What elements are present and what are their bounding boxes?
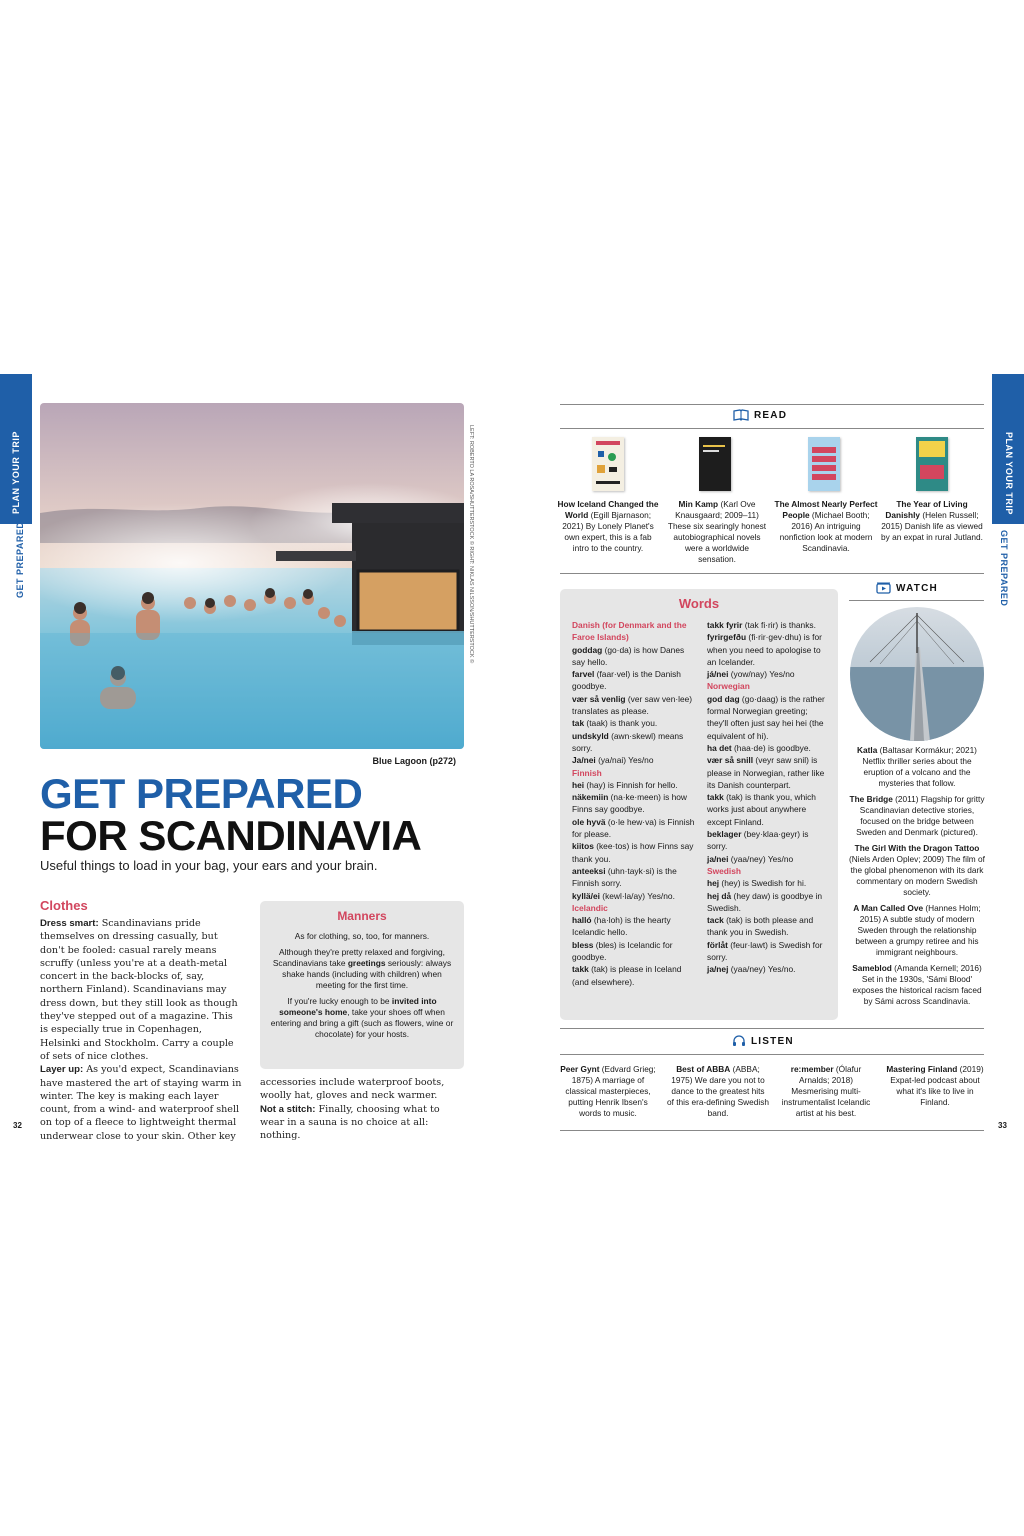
bridge-illustration <box>850 607 984 741</box>
book-details-4: (Helen Russell; 2015) Danish life as viewed by an expat in rural Jutland. <box>881 510 983 542</box>
listen-item-2 <box>667 1064 769 1119</box>
word-entry <box>707 890 831 915</box>
side-tab-right-label: PLAN YOUR TRIP <box>1004 432 1014 515</box>
word-term: ja/nei <box>707 853 729 864</box>
manners-p3-b: invited into someone's home <box>279 996 437 1017</box>
word-entry <box>707 791 831 828</box>
blue-lagoon-illustration <box>40 403 464 749</box>
manners-p3 <box>270 996 454 1040</box>
word-entry <box>572 865 696 890</box>
word-term: hej då <box>707 890 732 901</box>
word-entry <box>572 779 696 791</box>
manners-p1: As for clothing, so, too, for manners. <box>294 931 430 941</box>
not-a-stitch-text: Finally, choosing what to wear in a sauna is no choice at all: nothing. <box>260 1103 440 1142</box>
word-entry <box>572 939 696 964</box>
listen-title-1: Peer Gynt <box>560 1064 600 1074</box>
word-term: farvel <box>572 669 595 680</box>
word-entry <box>572 840 696 865</box>
listen-details-3: (Ólafur Arnalds; 2018) Mesmerising multi-instrumentalist Icelandic artist at his best. <box>781 1064 871 1118</box>
word-term: vær så venlig <box>572 693 626 704</box>
word-term: hej <box>707 878 720 889</box>
word-term: já/nei <box>707 669 729 680</box>
side-tab-right <box>992 374 1024 524</box>
word-term: hei <box>572 779 585 790</box>
word-term: kyllä/ei <box>572 890 600 901</box>
word-definition: (go·daag) is the rather formal Norwegian greeting; they'll often just say hei hei (the equivalent of hi). <box>707 693 825 741</box>
read-header <box>733 409 787 421</box>
listen-details-1: (Edvard Grieg; 1875) A marriage of classical masterpieces, putting Henrik Ibsen's words to music. <box>565 1064 656 1118</box>
watch-details: (Amanda Kernell; 2016) Set in the 1930s, 'Sámi Blood' exposes the historical racism faced by Sámi across Scandinavia. <box>852 963 982 1006</box>
language-heading: Norwegian <box>707 681 750 692</box>
listen-header-rule <box>560 1054 984 1055</box>
word-entry <box>572 963 696 988</box>
word-term: halló <box>572 915 592 926</box>
book-details-3: (Michael Booth; 2016) An intriguing nonfiction look at modern Scandinavia. <box>779 510 873 553</box>
layer-up-label: Layer up: <box>40 1064 84 1076</box>
book-title-2: Min Kamp <box>678 499 719 509</box>
word-entry <box>572 668 696 693</box>
dress-smart-label: Dress smart: <box>40 918 99 929</box>
word-entry <box>707 693 831 742</box>
word-definition: (hay) is Finnish for hello. <box>584 779 678 790</box>
book-details-1: (Egill Bjarnason; 2021) By Lonely Planet's own expert, this is a fab intro to the country. <box>562 510 654 553</box>
listen-item-3 <box>775 1064 877 1119</box>
not-a-stitch-label: Not a stitch: <box>260 1103 316 1115</box>
clothes-heading: Clothes <box>40 898 88 913</box>
word-term: god dag <box>707 693 740 704</box>
word-term: takk <box>707 792 724 803</box>
page-subtitle: Useful things to load in your bag, your ears and your brain. <box>40 858 378 873</box>
word-term: takk <box>572 964 589 975</box>
word-term: ole hyvä <box>572 816 606 827</box>
word-entry <box>572 816 696 841</box>
word-entry <box>572 890 696 902</box>
word-entry <box>572 791 696 816</box>
word-term: undskyld <box>572 730 609 741</box>
word-definition: (go·da) is how Danes say hello. <box>572 644 685 667</box>
words-heading: Words <box>678 596 720 611</box>
listen-title-2: Best of ABBA <box>676 1064 731 1074</box>
words-column-1 <box>572 619 696 988</box>
listen-bottom-rule <box>560 1130 984 1131</box>
listen-title-3: re:member <box>790 1064 834 1074</box>
watch-item <box>848 903 986 958</box>
word-entry <box>707 742 831 754</box>
word-definition: (ya/nai) Yes/no <box>595 755 654 766</box>
book-caption-2 <box>665 499 769 565</box>
language-heading: Finnish <box>572 767 602 778</box>
language-heading: Danish (for Denmark and the Faroe Islands) <box>572 620 687 643</box>
word-term: ha det <box>707 742 732 753</box>
layer-up-text: As you'd expect, Scandinavians have mastered the art of staying warm in winter. The key is making each layer count, from a wind- and waterproof shell on top of a fleece to lightweight thermal underwear close to your skin. Other key <box>40 1064 242 1142</box>
language-heading: Swedish <box>707 865 741 876</box>
listen-heading: LISTEN <box>751 1035 794 1047</box>
watch-item <box>848 843 986 898</box>
word-term: Ja/nei <box>572 755 596 766</box>
language-heading: Icelandic <box>572 902 608 913</box>
word-definition: (kee·tos) is how Finns say thank you. <box>572 841 694 864</box>
word-entry <box>572 754 696 766</box>
word-entry <box>572 693 696 718</box>
film-icon <box>876 582 891 594</box>
word-term: tack <box>707 915 724 926</box>
book-caption-4 <box>880 499 984 543</box>
word-entry <box>572 914 696 939</box>
word-term: beklager <box>707 829 742 840</box>
book-title-1: How Iceland Changed the World <box>557 499 659 520</box>
word-definition: (hey daw) is goodbye in Swedish. <box>707 890 822 913</box>
word-entry <box>572 644 696 669</box>
word-term: fyrirgefðu <box>707 632 747 643</box>
word-definition: (ha·loh) is the hearty Icelandic hello. <box>572 915 671 938</box>
word-entry <box>707 877 831 889</box>
book-cover-min-kamp <box>699 437 731 491</box>
watch-item <box>848 745 986 789</box>
listen-item-4 <box>884 1064 986 1108</box>
word-definition: (awn·skewl) means sorry. <box>572 730 684 753</box>
book-cover-almost-perfect <box>808 437 840 491</box>
word-definition: (faar·vel) is the Danish goodbye. <box>572 669 681 692</box>
word-definition: (haa·de) is goodbye. <box>731 742 811 753</box>
listen-title-4: Mastering Finland <box>886 1064 958 1074</box>
word-term: takk fyrir <box>707 620 743 630</box>
words-column-2 <box>707 619 831 976</box>
watch-list <box>848 745 986 1012</box>
word-term: förlåt <box>707 939 728 950</box>
word-entry <box>572 730 696 755</box>
manners-heading: Manners <box>337 909 387 923</box>
word-definition: (feur·lawt) is Swedish for sorry. <box>707 939 823 963</box>
listen-details-2: (ABBA; 1975) We dare you not to dance to the greatest hits of this era-defining Swedish band. <box>667 1064 769 1118</box>
watch-item <box>848 794 986 838</box>
listen-header <box>732 1035 794 1047</box>
word-entry <box>707 828 831 853</box>
book-caption-1 <box>556 499 660 554</box>
manners-p2 <box>270 947 454 991</box>
side-tab-left <box>0 374 32 524</box>
book-cover-living-danishly <box>916 437 948 491</box>
watch-title: A Man Called Ove <box>853 903 924 913</box>
watch-title: Katla <box>857 745 878 755</box>
word-entry <box>707 619 831 631</box>
book-cover-iceland <box>592 437 624 491</box>
word-term: näkemiin <box>572 792 609 803</box>
book-title-3: The Almost Nearly Perfect People <box>774 499 878 520</box>
watch-details: (Hannes Holm; 2015) A subtle study of modern Sweden through the relationship between a grumpy retiree and his immigrant neighbours. <box>855 903 981 957</box>
read-top-rule <box>560 404 984 405</box>
word-definition: (yaa/ney) Yes/no <box>728 853 794 864</box>
word-definition: (kewl·la/ay) Yes/no. <box>599 890 675 901</box>
clothes-body <box>40 917 243 1143</box>
word-definition: (tak) is please in Iceland (and elsewhere). <box>572 964 682 987</box>
word-entry <box>707 853 831 865</box>
listen-top-rule <box>560 1028 984 1029</box>
word-definition: (tak) is both please and thank you in Swedish. <box>707 915 814 938</box>
word-entry <box>572 717 696 729</box>
page-number-right: 33 <box>998 1121 1007 1130</box>
dress-smart-text: Scandinavians pride themselves on dressing casually, but don't be fooled: casual rarely means scruffy (unless you're at a death-metal concert in the back-blocks of, say, northern Finland). Scandinavians may dress down, but they still look as though they've stepped out of a magazine. This is especially true in Copenhagen, Helsinki and Stockholm. Carry a couple of sets of nice clothes. <box>40 918 238 1062</box>
blue-lagoon-photo <box>40 403 464 749</box>
page-number-left: 32 <box>13 1121 22 1130</box>
word-term: tak <box>572 718 585 729</box>
word-definition: (bles) is Icelandic for goodbye. <box>572 939 673 963</box>
watch-heading: WATCH <box>896 582 938 594</box>
word-definition: (hey) is Swedish for hi. <box>719 878 807 889</box>
watch-title: Sameblod <box>852 963 892 973</box>
side-label-right: GET PREPARED <box>999 530 1009 607</box>
clothes-continued <box>260 1076 466 1142</box>
word-term: goddag <box>572 644 603 655</box>
clothes-continued-text: accessories include waterproof boots, woolly hat, gloves and neck warmer. <box>260 1077 445 1102</box>
watch-details: (Niels Arden Oplev; 2009) The film of the global phenomenon with its dark commentary on modern Swedish society. <box>849 854 985 897</box>
word-entry <box>707 631 831 668</box>
watch-header <box>876 582 938 594</box>
photo-credit: LEFT: ROBERTO LA ROSA/SHUTTERSTOCK © RIGHT: NIKLAS NILSSON/SHUTTERSTOCK © <box>468 425 474 664</box>
read-heading: READ <box>754 409 788 421</box>
word-definition: (ver saw ven·lee) translates as please. <box>572 693 693 717</box>
word-term: vær så snill <box>707 755 754 766</box>
book-title-4: The Year of Living Danishly <box>885 499 968 520</box>
page-title-line1: GET PREPARED <box>40 770 363 817</box>
word-definition: (tak) is thank you, which works just about anywhere except Finland. <box>707 792 816 827</box>
read-bottom-rule <box>560 573 984 574</box>
watch-details: (Baltasar Kormákur; 2021) Netflix thriller series about the eruption of a volcano and the mysteries that follow. <box>862 745 977 788</box>
watch-title: The Bridge <box>849 794 893 804</box>
word-definition: (yaa/ney) Yes/no. <box>728 964 796 975</box>
side-tab-left-label: PLAN YOUR TRIP <box>11 431 21 514</box>
words-box <box>560 589 838 1020</box>
word-definition: (bey·klaa·geyr) is sorry. <box>707 829 809 852</box>
listen-item-1 <box>557 1064 659 1119</box>
bridge-photo <box>850 607 984 741</box>
word-entry <box>707 668 831 680</box>
manners-p3-c: , take your shoes off when entering and bring a gift (such as flowers, wine or chocolate) for your hosts. <box>270 1007 454 1039</box>
word-term: anteeksi <box>572 865 606 876</box>
word-entry <box>707 754 831 791</box>
watch-item <box>848 963 986 1007</box>
word-entry <box>707 963 831 975</box>
word-definition: (o·le hew·va) is Finnish for please. <box>572 816 695 840</box>
watch-rule <box>849 600 984 601</box>
book-details-2: (Karl Ove Knausgaard; 2009–11) These six searingly honest autobiographical novels were a worldwide sensation. <box>667 499 767 564</box>
watch-title: The Girl With the Dragon Tattoo <box>854 843 980 853</box>
word-definition: (fi·rir·gev·dhu) is for when you need to apologise to an Icelander. <box>707 632 822 667</box>
manners-p2-b: greetings <box>347 958 386 968</box>
manners-p2-a: Although they're pretty relaxed and forgiving, Scandinavians take <box>272 947 445 968</box>
word-definition: (taak) is thank you. <box>584 718 658 729</box>
manners-p3-a: If you're lucky enough to be <box>287 996 392 1006</box>
book-icon <box>733 409 749 421</box>
headphones-icon <box>732 1035 746 1047</box>
book-caption-3 <box>774 499 878 554</box>
photo-caption: Blue Lagoon (p272) <box>372 756 456 766</box>
word-definition: (yow/nay) Yes/no <box>728 669 795 680</box>
word-definition: (na·ke·meen) is how Finns say goodbye. <box>572 792 687 815</box>
word-definition: (veyr saw snil) is please in Norwegian, rather like its Danish counterpart. <box>707 755 825 790</box>
manners-box <box>260 901 464 1069</box>
read-header-rule <box>560 428 984 429</box>
word-term: ja/nej <box>707 964 729 975</box>
word-term: kiitos <box>572 841 594 852</box>
word-entry <box>707 939 831 964</box>
word-term: bless <box>572 939 594 950</box>
page-title-line2: FOR SCANDINAVIA <box>40 812 422 859</box>
word-definition: (tak fi·rir) is thanks. <box>742 620 816 630</box>
word-entry <box>707 914 831 939</box>
listen-details-4: (2019) Expat-led podcast about what it's like to live in Finland. <box>890 1064 984 1107</box>
word-definition: (uhn·tayk·si) is the Finnish sorry. <box>572 865 677 889</box>
side-label-left: GET PREPARED <box>15 521 25 598</box>
manners-p2-c: seriously: always shake hands (including with children) when meeting for the first time. <box>282 958 452 990</box>
watch-details: (2011) Flagship for gritty Scandinavian detective stories, focused on the bridge between Sweden and Denmark (pictured). <box>856 794 985 837</box>
